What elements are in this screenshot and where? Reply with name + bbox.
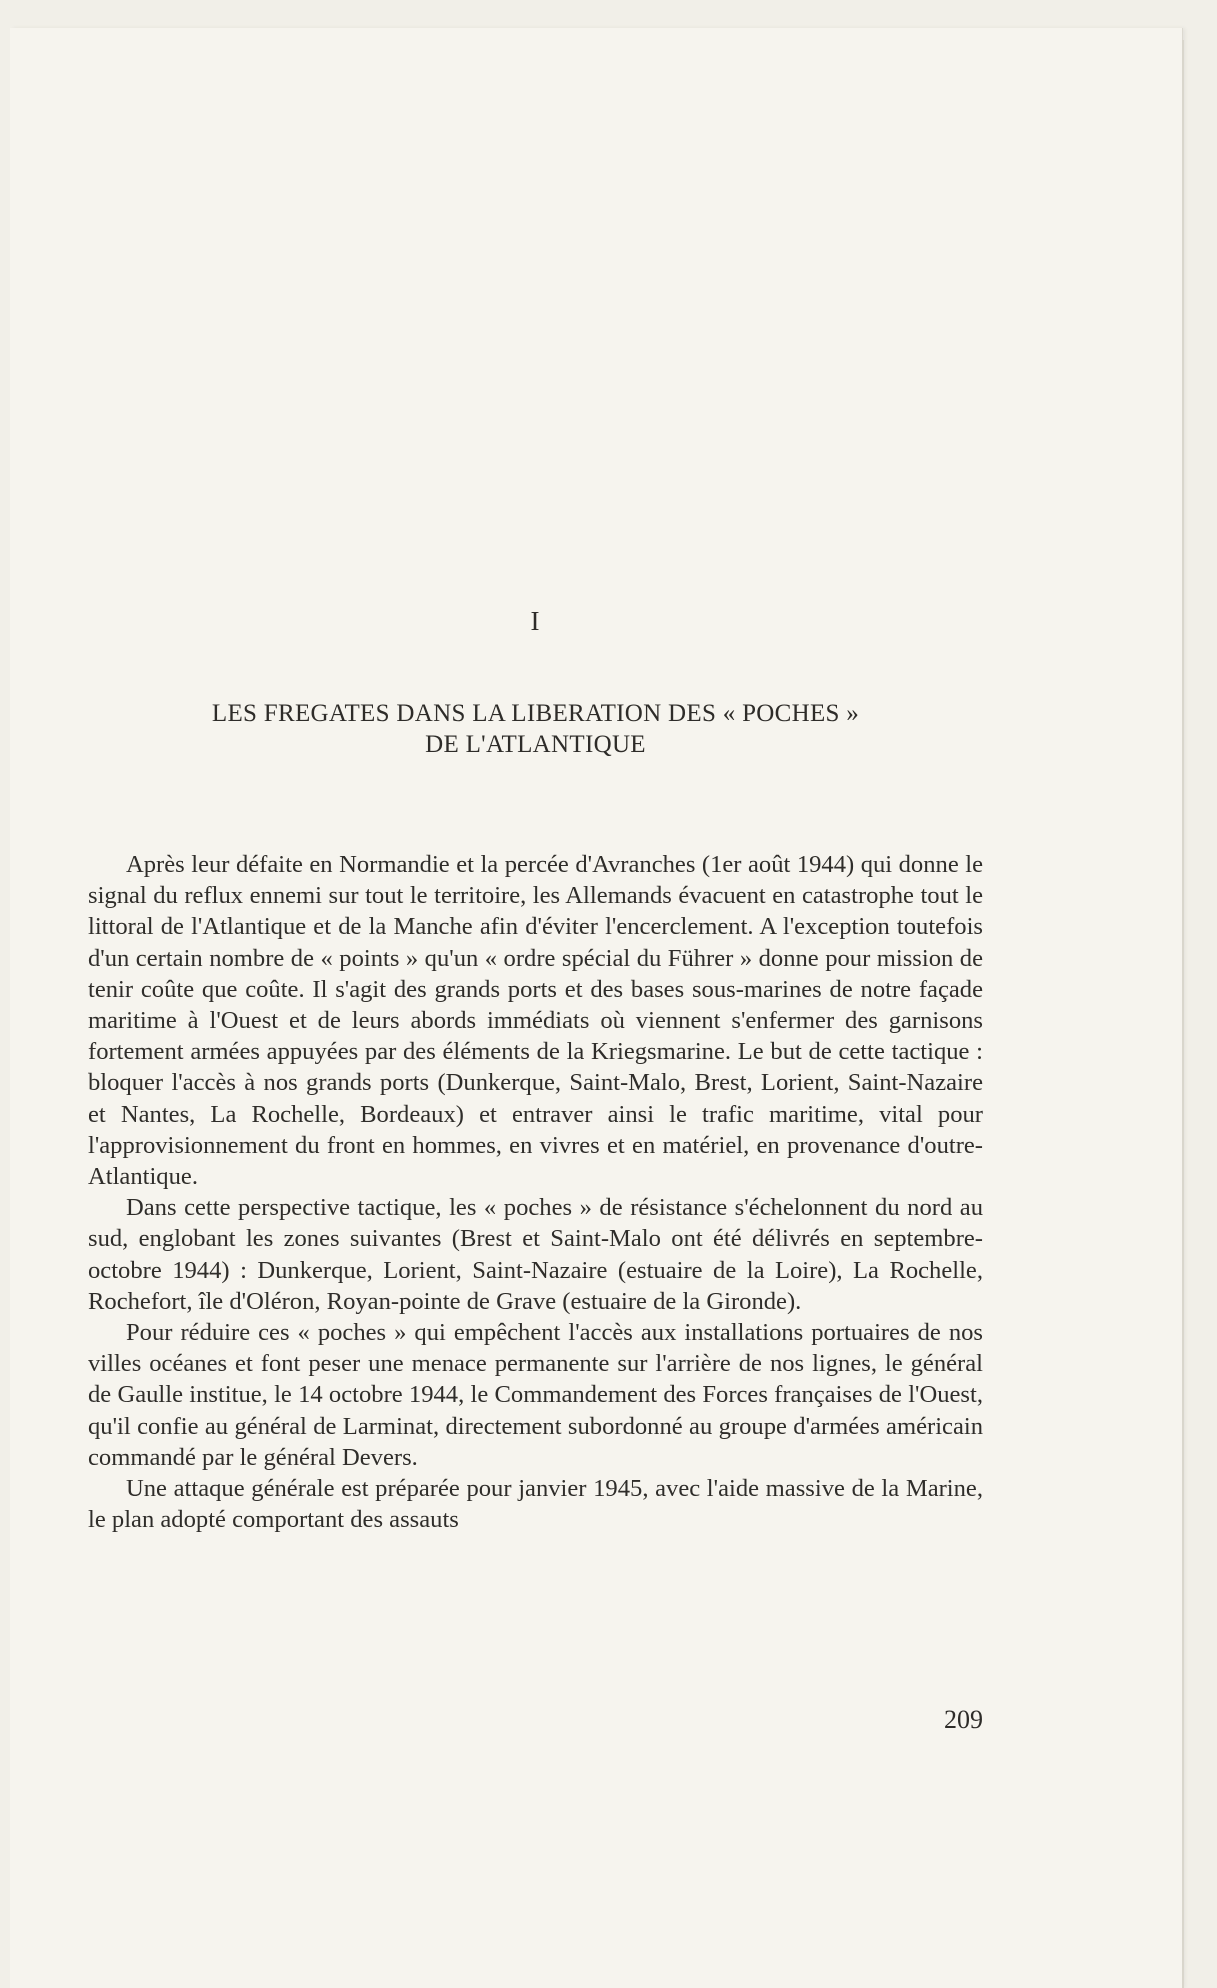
page-edge	[1182, 40, 1184, 1988]
paragraph-1: Après leur défaite en Normandie et la percée d'Avranches (1er août 1944) qui donne le signal du reflux ennemi sur tout le territoire, les Allemands évacuent en catastrophe tout le littoral de l'Atlantique et de la Manche afin d'éviter l'encerclement. A l'exception toutefois d'un certain nombre de « points » qu'un « ordre spécial du Führer » donne pour mission de tenir coûte que coûte. Il s'agit des grands ports et des bases sous-marines de notre façade maritime à l'Ouest et de leurs abords immédiats où viennent s'enfermer des garnisons fortement armées appuyées par des éléments de la Kriegsmarine. Le but de cette tactique : bloquer l'accès à nos grands ports (Dunkerque, Saint-Malo, Brest, Lorient, Saint-Nazaire et Nantes, La Rochelle, Bordeaux) et entraver ainsi le trafic maritime, vital pour l'approvisionnement du front en hommes, en vivres et en matériel, en provenance d'outre-Atlantique.	[88, 851, 983, 1191]
paragraph-3: Pour réduire ces « poches » qui empêchent l'accès aux installations portuaires de nos villes océanes et font peser une menace permanente sur l'arrière de nos lignes, le général de Gaulle institue, le 14 octobre 1944, le Commandement des Forces françaises de l'Ouest, qu'il confie au général de Larminat, directement subordonné au groupe d'armées américain commandé par le général Devers.	[88, 1319, 983, 1471]
body-text	[88, 849, 983, 1535]
chapter-title-line-2: DE L'ATLANTIQUE	[425, 731, 646, 758]
chapter-title	[88, 698, 983, 760]
paragraph-4: Une attaque générale est préparée pour janvier 1945, avec l'aide massive de la Marine, le plan adopté comportant des assauts	[88, 1475, 983, 1534]
chapter-number: I	[530, 606, 541, 636]
paragraph-2: Dans cette perspective tactique, les « poches » de résistance s'échelonnent du nord au sud, englobant les zones suivantes (Brest et Saint-Malo ont été délivrés en septembre-octobre 1944) : Dunkerque, Lorient, Saint-Nazaire (estuaire de la Loire), La Rochelle, Rochefort, île d'Oléron, Royan-pointe de Grave (estuaire de la Gironde).	[88, 1194, 983, 1315]
page-number: 209	[944, 1705, 983, 1734]
chapter-title-line-1: LES FREGATES DANS LA LIBERATION DES « POCHES »	[211, 700, 860, 727]
